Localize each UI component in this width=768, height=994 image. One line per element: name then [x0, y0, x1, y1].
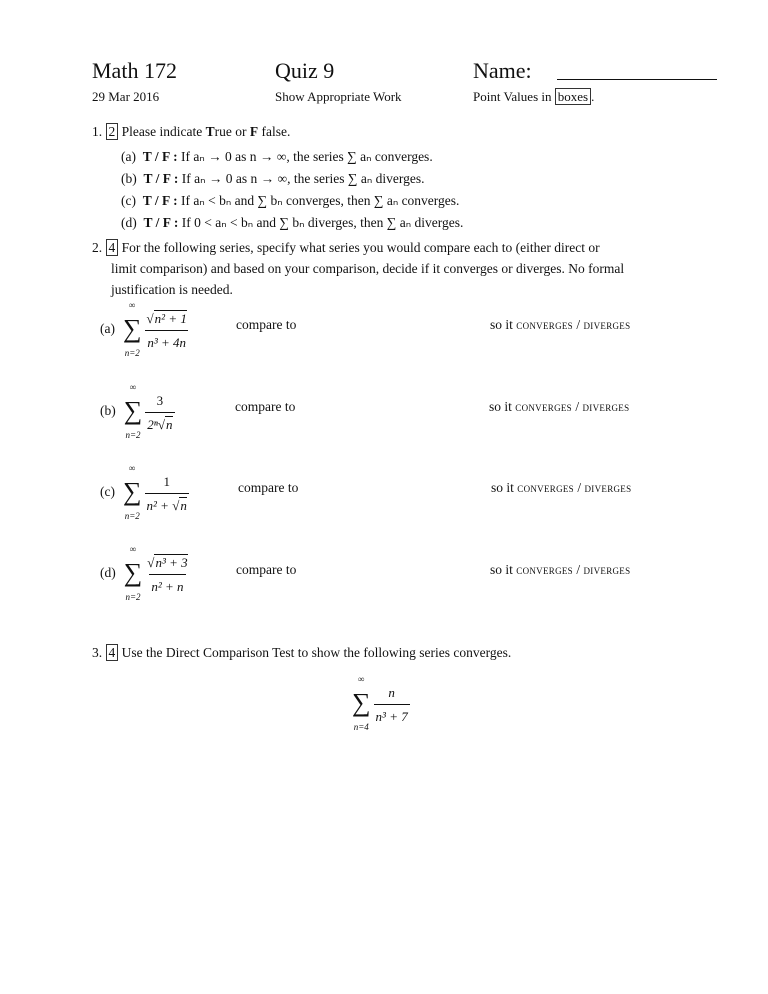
numerator: n	[388, 684, 395, 700]
prompt-text: rue or	[214, 124, 250, 139]
slash: /	[575, 399, 580, 414]
points-suffix: .	[591, 89, 595, 104]
denominator: n³ + 4n	[145, 330, 188, 352]
points-prefix: Point Values in	[473, 89, 552, 104]
series-d	[100, 543, 190, 603]
prompt-text: limit comparison) and based on your comparison, decide if it converges or diverges. No formal	[111, 261, 625, 276]
diverges-option[interactable]: diverges	[583, 562, 631, 577]
quiz-title: Quiz 9	[275, 58, 335, 83]
point-values-note	[473, 89, 594, 105]
question-3	[92, 645, 511, 661]
quiz-date: 29 Mar 2016	[92, 89, 160, 104]
sigma-symbol: ∑	[122, 477, 142, 506]
fraction: $\frac{3}{\text{2ⁿ√n}}$	[145, 389, 174, 434]
slash: /	[576, 562, 581, 577]
series-c	[100, 462, 189, 522]
conclusion-choice[interactable]	[490, 562, 630, 578]
lower-limit: n=2	[124, 511, 140, 521]
summation	[123, 299, 142, 359]
conclusion-choice[interactable]	[490, 317, 630, 333]
points-box-example: boxes	[555, 88, 591, 105]
true-false-choice[interactable]: T / F :	[143, 215, 179, 230]
question-1	[92, 124, 290, 140]
diverges-option[interactable]: diverges	[584, 480, 632, 495]
upper-limit: ∞	[358, 674, 365, 684]
course-title: Math 172	[92, 58, 177, 83]
points-box: 4	[106, 644, 119, 661]
compare-to-label[interactable]: compare to	[236, 317, 297, 332]
question-2	[92, 240, 600, 256]
prompt-text: false.	[258, 124, 291, 139]
item-label: (c)	[121, 193, 136, 208]
statement: If aₙ → 0 as n → ∞, the series ∑ aₙ converges.	[181, 149, 433, 164]
conclusion-choice[interactable]	[491, 480, 631, 496]
compare-to-label[interactable]: compare to	[235, 399, 296, 414]
points-box: 2	[106, 123, 119, 140]
so-it: so it	[490, 317, 513, 332]
item-label: (a)	[100, 321, 115, 336]
prompt-text: For the following series, specify what series you would compare each to (either direct or	[121, 240, 600, 255]
upper-limit: ∞	[129, 382, 137, 392]
tf-item-c	[121, 193, 459, 209]
true-false-choice[interactable]: T / F :	[142, 193, 178, 208]
question-number: 3.	[92, 645, 103, 660]
lower-limit: n=2	[124, 348, 140, 358]
converges-option[interactable]: converges	[516, 317, 573, 332]
conclusion-choice[interactable]	[489, 399, 629, 415]
numerator: 3	[156, 392, 164, 408]
instructions: Show Appropriate Work	[275, 89, 402, 104]
sigma-symbol: ∑	[352, 688, 371, 717]
prompt-text: Please indicate	[121, 124, 206, 139]
upper-limit: ∞	[129, 544, 137, 554]
fraction	[374, 681, 410, 726]
points-box: 4	[106, 239, 119, 256]
true-false-choice[interactable]: T / F :	[142, 149, 178, 164]
diverges-option[interactable]: diverges	[582, 399, 630, 414]
tf-item-a	[121, 149, 433, 165]
denominator: n² + n	[149, 574, 185, 596]
upper-limit: ∞	[129, 463, 136, 473]
summation	[124, 381, 143, 441]
prompt-false: F	[249, 124, 259, 139]
so-it: so it	[489, 399, 512, 414]
denominator: 2ⁿ	[147, 416, 158, 432]
prompt-text: justification is needed.	[111, 282, 233, 297]
so-it: so it	[491, 480, 514, 495]
prompt-text: Use the Direct Comparison Test to show the following series converges.	[121, 645, 512, 660]
denominator: n² +	[146, 497, 173, 513]
fraction: $\frac{\text{√n³ + 3}}{\text{n² + n}}$	[147, 554, 188, 594]
name-field-line[interactable]	[557, 79, 717, 80]
item-label: (b)	[100, 403, 116, 418]
tf-item-d	[121, 215, 463, 231]
statement: If 0 < aₙ < bₙ and ∑ bₙ diverges, then ∑ aₙ diverges.	[181, 215, 464, 230]
question-number: 2.	[92, 240, 103, 255]
item-label: (d)	[121, 215, 137, 230]
slash: /	[576, 317, 581, 332]
converges-option[interactable]: converges	[517, 480, 574, 495]
so-it: so it	[490, 562, 513, 577]
prompt-true: T	[205, 124, 215, 139]
diverges-option[interactable]: diverges	[583, 317, 631, 332]
item-label: (c)	[100, 484, 115, 499]
numerator: n² + 1	[154, 310, 187, 326]
converges-option[interactable]: converges	[515, 399, 572, 414]
sigma-symbol: ∑	[122, 314, 142, 343]
denominator-root: n	[180, 497, 187, 513]
converges-option[interactable]: converges	[516, 562, 573, 577]
upper-limit: ∞	[129, 300, 136, 310]
item-label: (d)	[100, 565, 116, 580]
true-false-choice[interactable]: T / F :	[143, 171, 179, 186]
sigma-symbol: ∑	[123, 396, 143, 425]
tf-item-b	[121, 171, 424, 187]
fraction: $\frac{1}{\text{n² + √n}}$	[145, 470, 189, 515]
item-label: (a)	[121, 149, 136, 164]
fraction: $\frac{\text{√n² + 1}}{\text{n³ + 4n}}$	[146, 310, 187, 350]
summation	[124, 543, 143, 603]
numerator: 1	[163, 473, 170, 489]
question-number: 1.	[92, 124, 103, 139]
series-a	[100, 299, 189, 359]
slash: /	[577, 480, 582, 495]
summation	[352, 673, 371, 733]
name-label: Name:	[473, 58, 532, 83]
lower-limit: n=4	[353, 722, 369, 732]
statement: If aₙ → 0 as n → ∞, the series ∑ aₙ diverges.	[181, 171, 425, 186]
statement: If aₙ < bₙ and ∑ bₙ converges, then ∑ aₙ converges.	[181, 193, 460, 208]
compare-to-label[interactable]: compare to	[238, 480, 299, 495]
series-b	[100, 381, 175, 441]
lower-limit: n=2	[125, 592, 141, 602]
lower-limit: n=2	[125, 430, 141, 440]
compare-to-label[interactable]: compare to	[236, 562, 297, 577]
series-q3	[352, 673, 410, 733]
summation	[123, 462, 142, 522]
denominator: n³ + 7	[374, 704, 410, 726]
item-label: (b)	[121, 171, 137, 186]
numerator: n³ + 3	[155, 554, 188, 570]
denominator-root: n	[166, 416, 173, 432]
sigma-symbol: ∑	[123, 558, 143, 587]
